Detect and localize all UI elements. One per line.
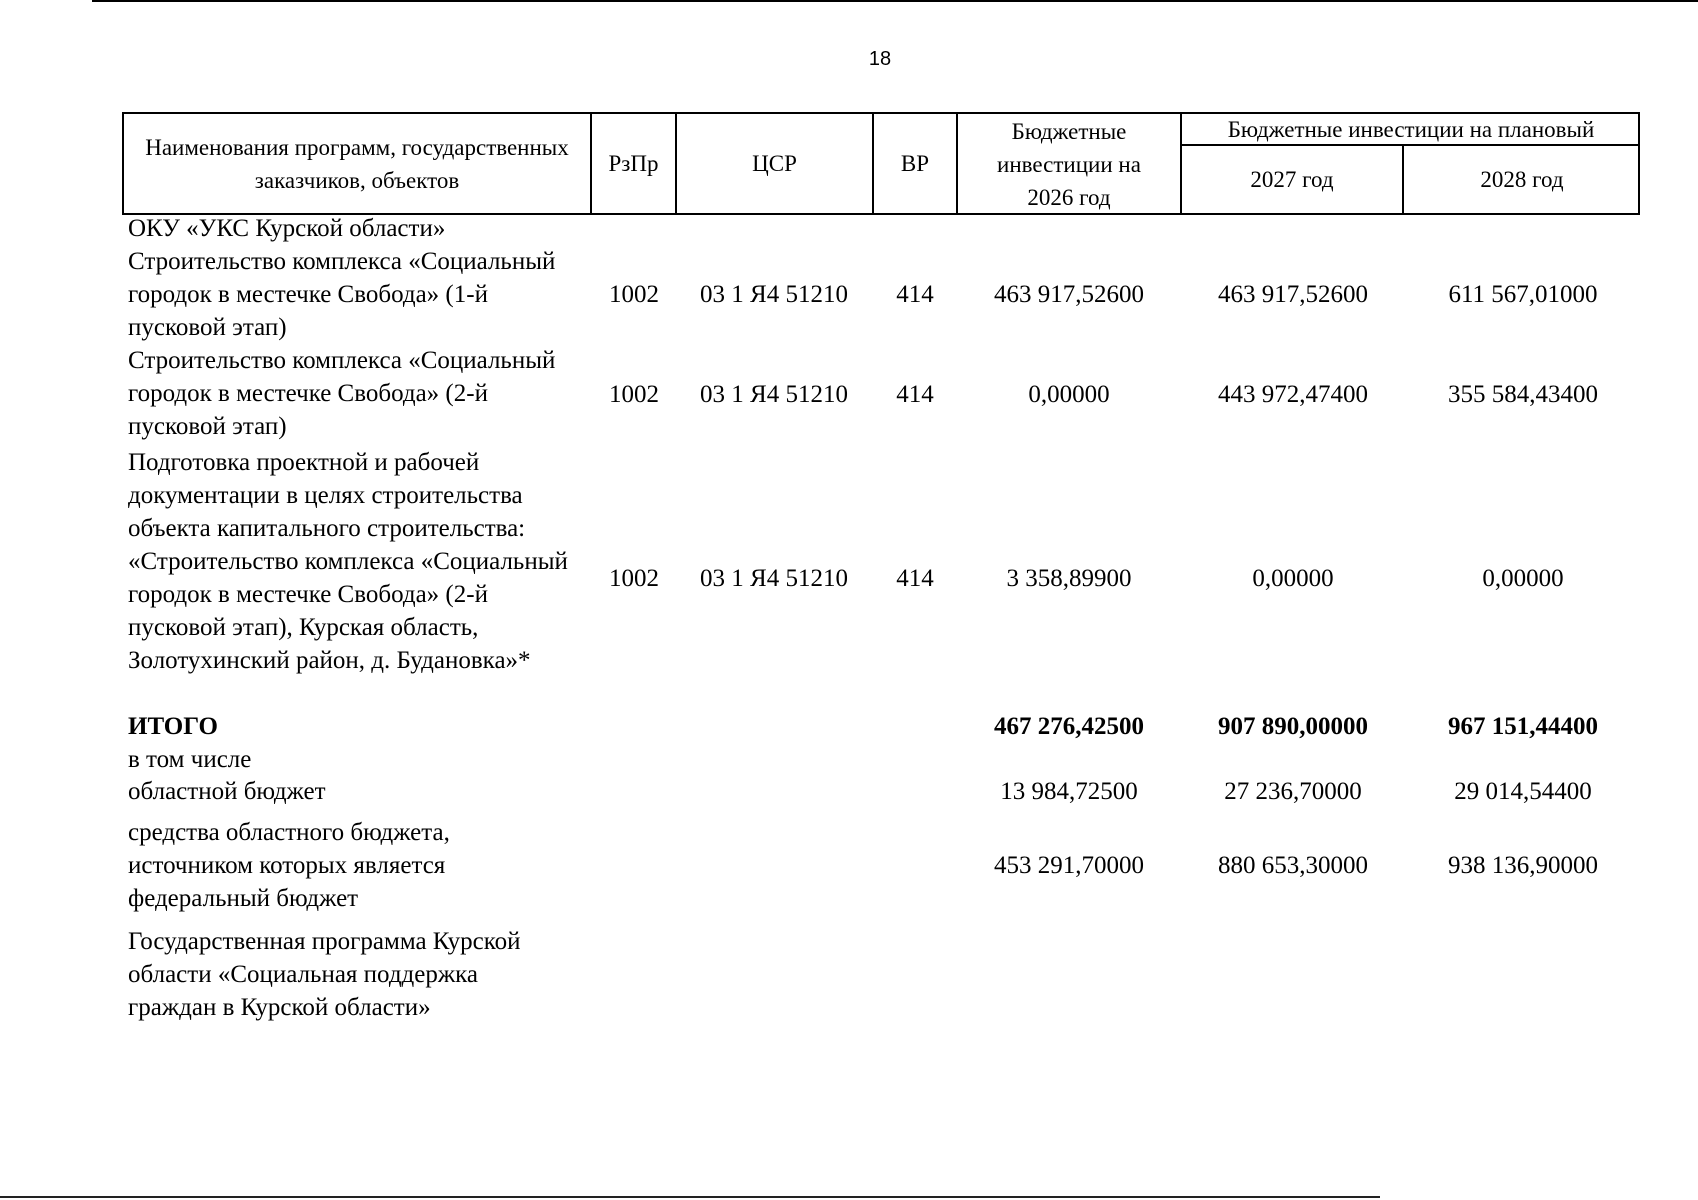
header-rzpr: РзПр (608, 151, 659, 176)
header-2027: 2027 год (1250, 167, 1334, 192)
row-1-csr: 03 1 Я4 51210 (700, 281, 848, 308)
header-vr: ВР (900, 151, 930, 176)
row-3-2027: 0,00000 (1252, 565, 1334, 592)
row-1-vr: 414 (896, 281, 934, 308)
next-program-title: Государственная программа Курской области «Социальная поддержка граждан в Курской области» (128, 928, 521, 1021)
row-1-2027: 463 917,52600 (1218, 281, 1368, 308)
total-2026: 467 276,42500 (994, 713, 1144, 740)
customer-name: ОКУ «УКС Курской области» (128, 215, 446, 242)
row-3-name: Подготовка проектной и рабочей документации в целях строительства объекта капитального строительства: «Строительство комплекса «Социальный городок в местечке Свобода» (2-й пусковой этап), Курская область, Золотухинский район, д. Будановка»* (128, 449, 568, 674)
header-planned: Бюджетные инвестиции на плановый (1227, 117, 1595, 142)
total-2028: 967 151,44400 (1448, 713, 1598, 740)
header-2028: 2028 год (1480, 167, 1564, 192)
federal-2028: 938 136,90000 (1448, 852, 1598, 879)
row-1-2028: 611 567,01000 (1448, 281, 1598, 308)
header-csr: ЦСР (752, 151, 797, 176)
table-header (122, 112, 1640, 215)
row-3-csr: 03 1 Я4 51210 (700, 565, 848, 592)
regional-2027: 27 236,70000 (1224, 778, 1362, 805)
row-3-rzpr: 1002 (609, 565, 659, 592)
federal-label: средства областного бюджета, источником которых является федеральный бюджет (128, 819, 450, 912)
row-2-vr: 414 (896, 381, 934, 408)
row-2-name: Строительство комплекса «Социальный городок в местечке Свобода» (2-й пусковой этап) (128, 347, 556, 440)
regional-2026: 13 984,72500 (1000, 778, 1138, 805)
total-2027: 907 890,00000 (1218, 713, 1368, 740)
total-label: ИТОГО (128, 713, 218, 740)
header-divider (956, 114, 958, 213)
row-2-2028: 355 584,43400 (1448, 381, 1598, 408)
row-2-2026: 0,00000 (1028, 381, 1110, 408)
regional-2028: 29 014,54400 (1454, 778, 1592, 805)
page-number: 18 (868, 48, 892, 70)
header-investments-2026: Бюджетные инвестиции на 2026 год (997, 119, 1141, 210)
including-label: в том числе (128, 746, 252, 773)
row-1-2026: 463 917,52600 (994, 281, 1144, 308)
federal-2026: 453 291,70000 (994, 852, 1144, 879)
row-2-2027: 443 972,47400 (1218, 381, 1368, 408)
row-1-name: Строительство комплекса «Социальный городок в местечке Свобода» (1-й пусковой этап) (128, 248, 556, 341)
header-name: Наименования программ, государственных заказчиков, объектов (145, 134, 569, 193)
page-top-edge (92, 0, 1698, 2)
row-3-2026: 3 358,89900 (1006, 565, 1132, 592)
row-2-csr: 03 1 Я4 51210 (700, 381, 848, 408)
row-2-rzpr: 1002 (609, 381, 659, 408)
row-3-2028: 0,00000 (1482, 565, 1564, 592)
row-3-vr: 414 (896, 565, 934, 592)
row-1-rzpr: 1002 (609, 281, 659, 308)
page-bottom-edge (0, 1196, 1380, 1198)
regional-label: областной бюджет (128, 778, 326, 805)
federal-2027: 880 653,30000 (1218, 852, 1368, 879)
